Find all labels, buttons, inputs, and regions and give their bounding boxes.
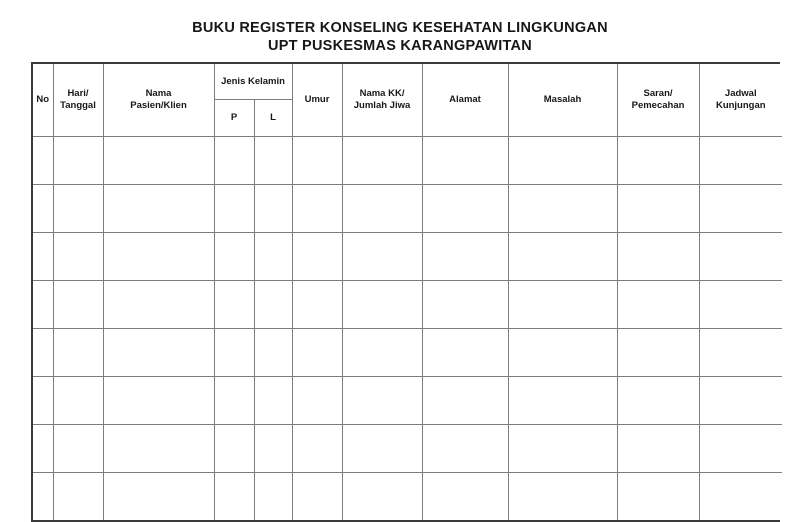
cell-hari-tanggal[interactable] <box>53 233 103 281</box>
column-header-hari-tanggal-line1: Hari/ <box>67 88 89 99</box>
cell-jadwal-kunjungan[interactable] <box>699 473 782 521</box>
cell-saran-pemecahan[interactable] <box>617 425 699 473</box>
cell-no[interactable] <box>33 281 53 329</box>
cell-alamat[interactable] <box>422 281 508 329</box>
column-header-saran-line2: Pemecahan <box>631 100 685 111</box>
cell-nama-pasien[interactable] <box>103 473 214 521</box>
cell-masalah[interactable] <box>508 329 617 377</box>
cell-alamat[interactable] <box>422 329 508 377</box>
cell-jadwal-kunjungan[interactable] <box>699 329 782 377</box>
cell-saran-pemecahan[interactable] <box>617 329 699 377</box>
cell-hari-tanggal[interactable] <box>53 185 103 233</box>
cell-saran-pemecahan[interactable] <box>617 473 699 521</box>
cell-masalah[interactable] <box>508 281 617 329</box>
cell-jenis-kelamin-p[interactable] <box>214 281 254 329</box>
cell-saran-pemecahan[interactable] <box>617 137 699 185</box>
cell-hari-tanggal[interactable] <box>53 473 103 521</box>
cell-masalah[interactable] <box>508 233 617 281</box>
cell-umur[interactable] <box>292 233 342 281</box>
cell-saran-pemecahan[interactable] <box>617 185 699 233</box>
cell-jenis-kelamin-p[interactable] <box>214 185 254 233</box>
table-header <box>33 64 782 137</box>
cell-hari-tanggal[interactable] <box>53 281 103 329</box>
table-row <box>33 281 782 329</box>
cell-jenis-kelamin-l[interactable] <box>254 425 292 473</box>
column-header-nama-kk-line2: Jumlah Jiwa <box>353 100 411 111</box>
cell-nama-pasien[interactable] <box>103 233 214 281</box>
table-body <box>33 137 782 521</box>
cell-no[interactable] <box>33 329 53 377</box>
cell-alamat[interactable] <box>422 233 508 281</box>
cell-hari-tanggal[interactable] <box>53 137 103 185</box>
cell-nama-pasien[interactable] <box>103 377 214 425</box>
column-header-hari-tanggal <box>53 64 103 137</box>
column-header-nama-kk-line1: Nama KK/ <box>359 88 405 99</box>
table-row <box>33 185 782 233</box>
cell-hari-tanggal[interactable] <box>53 377 103 425</box>
column-header-saran-pemecahan <box>617 64 699 137</box>
cell-umur[interactable] <box>292 137 342 185</box>
column-header-no: No <box>33 64 53 137</box>
cell-jenis-kelamin-p[interactable] <box>214 233 254 281</box>
table-row <box>33 137 782 185</box>
column-header-jadwal-kunjungan <box>699 64 782 137</box>
cell-jenis-kelamin-l[interactable] <box>254 329 292 377</box>
cell-jadwal-kunjungan[interactable] <box>699 281 782 329</box>
cell-nama-kk[interactable] <box>342 377 422 425</box>
column-header-jadwal-line1: Jadwal <box>724 88 757 99</box>
cell-no[interactable] <box>33 137 53 185</box>
cell-jadwal-kunjungan[interactable] <box>699 185 782 233</box>
cell-nama-pasien[interactable] <box>103 329 214 377</box>
cell-nama-kk[interactable] <box>342 329 422 377</box>
column-header-jenis-kelamin: Jenis Kelamin <box>214 64 292 100</box>
cell-umur[interactable] <box>292 281 342 329</box>
cell-alamat[interactable] <box>422 425 508 473</box>
cell-no[interactable] <box>33 473 53 521</box>
column-header-alamat: Alamat <box>422 64 508 137</box>
cell-umur[interactable] <box>292 329 342 377</box>
table-row <box>33 425 782 473</box>
header-row-primary <box>33 64 782 100</box>
cell-nama-pasien[interactable] <box>103 137 214 185</box>
cell-jenis-kelamin-p[interactable] <box>214 473 254 521</box>
table-row <box>33 377 782 425</box>
cell-jenis-kelamin-p[interactable] <box>214 377 254 425</box>
cell-jenis-kelamin-l[interactable] <box>254 233 292 281</box>
cell-nama-kk[interactable] <box>342 233 422 281</box>
cell-umur[interactable] <box>292 425 342 473</box>
cell-nama-kk[interactable] <box>342 137 422 185</box>
cell-nama-kk[interactable] <box>342 281 422 329</box>
cell-umur[interactable] <box>292 473 342 521</box>
column-header-masalah: Masalah <box>508 64 617 137</box>
document-title <box>0 19 800 55</box>
cell-umur[interactable] <box>292 377 342 425</box>
cell-masalah[interactable] <box>508 425 617 473</box>
cell-masalah[interactable] <box>508 137 617 185</box>
cell-jenis-kelamin-l[interactable] <box>254 473 292 521</box>
cell-nama-kk[interactable] <box>342 425 422 473</box>
cell-jenis-kelamin-l[interactable] <box>254 377 292 425</box>
table-row <box>33 233 782 281</box>
cell-jenis-kelamin-p[interactable] <box>214 329 254 377</box>
title-line-2: UPT PUSKESMAS KARANGPAWITAN <box>268 38 532 54</box>
register-table-frame <box>31 62 780 522</box>
cell-hari-tanggal[interactable] <box>53 425 103 473</box>
column-header-nama-pasien <box>103 64 214 137</box>
cell-jenis-kelamin-l[interactable] <box>254 281 292 329</box>
cell-no[interactable] <box>33 377 53 425</box>
cell-nama-pasien[interactable] <box>103 281 214 329</box>
cell-jenis-kelamin-l[interactable] <box>254 185 292 233</box>
cell-jenis-kelamin-p[interactable] <box>214 137 254 185</box>
cell-saran-pemecahan[interactable] <box>617 281 699 329</box>
cell-jadwal-kunjungan[interactable] <box>699 425 782 473</box>
column-header-nama-pasien-line1: Nama <box>145 88 172 99</box>
table-row <box>33 473 782 521</box>
column-header-saran-line1: Saran/ <box>643 88 673 99</box>
column-header-jenis-kelamin-l: L <box>254 100 292 137</box>
column-header-umur: Umur <box>292 64 342 137</box>
column-header-jenis-kelamin-p: P <box>214 100 254 137</box>
cell-alamat[interactable] <box>422 473 508 521</box>
register-table <box>33 64 782 520</box>
cell-masalah[interactable] <box>508 185 617 233</box>
cell-jenis-kelamin-p[interactable] <box>214 425 254 473</box>
cell-umur[interactable] <box>292 185 342 233</box>
cell-masalah[interactable] <box>508 473 617 521</box>
cell-no[interactable] <box>33 425 53 473</box>
cell-alamat[interactable] <box>422 185 508 233</box>
cell-jadwal-kunjungan[interactable] <box>699 377 782 425</box>
table-row <box>33 329 782 377</box>
cell-alamat[interactable] <box>422 377 508 425</box>
cell-jadwal-kunjungan[interactable] <box>699 137 782 185</box>
cell-no[interactable] <box>33 233 53 281</box>
cell-alamat[interactable] <box>422 137 508 185</box>
cell-nama-kk[interactable] <box>342 473 422 521</box>
cell-hari-tanggal[interactable] <box>53 329 103 377</box>
column-header-jadwal-line2: Kunjungan <box>715 100 766 111</box>
cell-nama-pasien[interactable] <box>103 425 214 473</box>
column-header-hari-tanggal-line2: Tanggal <box>60 100 96 111</box>
cell-no[interactable] <box>33 185 53 233</box>
cell-jadwal-kunjungan[interactable] <box>699 233 782 281</box>
cell-nama-pasien[interactable] <box>103 185 214 233</box>
cell-nama-kk[interactable] <box>342 185 422 233</box>
column-header-nama-pasien-line2: Pasien/Klien <box>130 100 187 111</box>
cell-jenis-kelamin-l[interactable] <box>254 137 292 185</box>
title-line-1: BUKU REGISTER KONSELING KESEHATAN LINGKUNGAN <box>192 20 608 36</box>
cell-saran-pemecahan[interactable] <box>617 377 699 425</box>
column-header-nama-kk <box>342 64 422 137</box>
cell-masalah[interactable] <box>508 377 617 425</box>
cell-saran-pemecahan[interactable] <box>617 233 699 281</box>
